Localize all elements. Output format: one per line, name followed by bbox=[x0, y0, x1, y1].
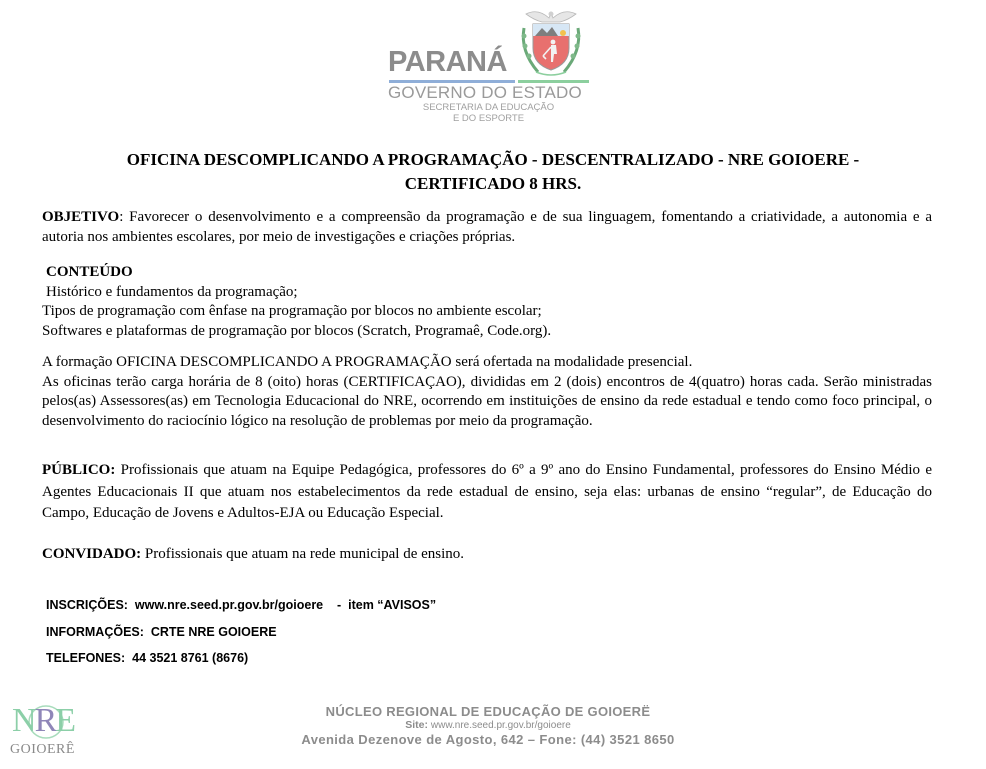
conteudo-item: Histórico e fundamentos da programação; bbox=[46, 283, 298, 300]
publico-text: Profissionais que atuam na Equipe Pedagógica, professores do 6º a 9º ano do Ensino Fundamental, professores do Ensino Médio e Agentes Educacionais II que atuam nos estabelecimentos da rede estadual de ensino, seja elas: urbanas de ensino “regular”, de Educação do Campo, Educação de Jovens e Adultos-EJA ou Educação Especial. bbox=[42, 462, 932, 521]
publico-section bbox=[42, 460, 932, 525]
government-label: GOVERNO DO ESTADO bbox=[388, 83, 582, 102]
formacao-modalidade: A formação OFICINA DESCOMPLICANDO A PROGRAMAÇÃO será ofertada na modalidade presencial. bbox=[42, 354, 693, 370]
conteudo-item: Softwares e plataformas de programação por blocos (Scratch, Programaê, Code.org). bbox=[42, 322, 552, 339]
convidado-label: CONVIDADO: bbox=[42, 546, 145, 562]
informacoes-info: INFORMAÇÕES: CRTE NRE GOIOERE bbox=[46, 625, 277, 639]
document-title-line-2: CERTIFICADO 8 HRS. bbox=[404, 174, 582, 193]
footer-site-url: www.nre.seed.pr.gov.br/goioere bbox=[430, 720, 571, 731]
document-title bbox=[60, 148, 926, 196]
document-title-line-1: OFICINA DESCOMPLICANDO A PROGRAMAÇÃO - DESCENTRALIZADO - NRE GOIOERE - bbox=[126, 150, 860, 169]
conteudo-item: Tipos de programação com ênfase na programação por blocos no ambiente escolar; bbox=[42, 303, 542, 319]
conteudo-label: CONTEÚDO bbox=[46, 264, 133, 280]
footer-org: NÚCLEO REGIONAL DE EDUCAÇÃO DE GOIOERË bbox=[325, 704, 651, 719]
objetivo-section bbox=[42, 208, 932, 247]
formacao-carga-horaria: As oficinas terão carga horária de 8 (oito) horas (CERTIFICAÇAO), divididas em 2 (dois) encontros de 4(quatro) horas cada. Serão ministradas pelos(as) Assessores(as) em Tecnologia Educacional do NRE, ocorrendo em instituições de ensino da rede estadual e tendo como foco principal, o desenvolvimento do raciocínio lógico na resolução de problemas por meio da programação. bbox=[42, 373, 932, 429]
brand-wordmark: PARANÁ bbox=[388, 46, 507, 78]
footer-site-label: Site: bbox=[405, 719, 431, 731]
parana-government-logo bbox=[386, 6, 591, 126]
secretariat-label bbox=[386, 102, 591, 124]
secretariat-line-1: SECRETARIA DA EDUCAÇÃO bbox=[422, 102, 555, 113]
parana-coat-of-arms-icon bbox=[516, 6, 586, 78]
secretariat-line-2: E DO ESPORTE bbox=[452, 113, 525, 124]
convidado-section bbox=[42, 545, 932, 565]
footer-address: Avenida Dezenove de Agosto, 642 – Fone: (44) 3521 8650 bbox=[301, 732, 675, 747]
inscricoes-info: INSCRIÇÕES: www.nre.seed.pr.gov.br/goioere - item “AVISOS” bbox=[46, 598, 437, 612]
nre-goioere-logo bbox=[8, 702, 88, 762]
publico-label: PÚBLICO: bbox=[42, 462, 121, 478]
convidado-text: Profissionais que atuam na rede municipal de ensino. bbox=[144, 546, 465, 562]
telefones-info: TELEFONES: 44 3521 8761 (8676) bbox=[46, 651, 249, 665]
objetivo-label: OBJETIVO bbox=[42, 209, 120, 225]
formacao-section bbox=[42, 353, 932, 431]
footer-site bbox=[260, 719, 716, 732]
objetivo-text: : Favorecer o desenvolvimento e a compreensão da programação e de sua linguagem, fomentando a criatividade, a autonomia e a autoria nos ambientes escolares, por meio de investigações e criações próprias. bbox=[42, 209, 932, 245]
nre-city-label: GOIOERÊ bbox=[10, 742, 75, 757]
footer bbox=[260, 705, 716, 748]
nre-letters: NRE bbox=[12, 702, 75, 739]
conteudo-section bbox=[42, 263, 932, 341]
